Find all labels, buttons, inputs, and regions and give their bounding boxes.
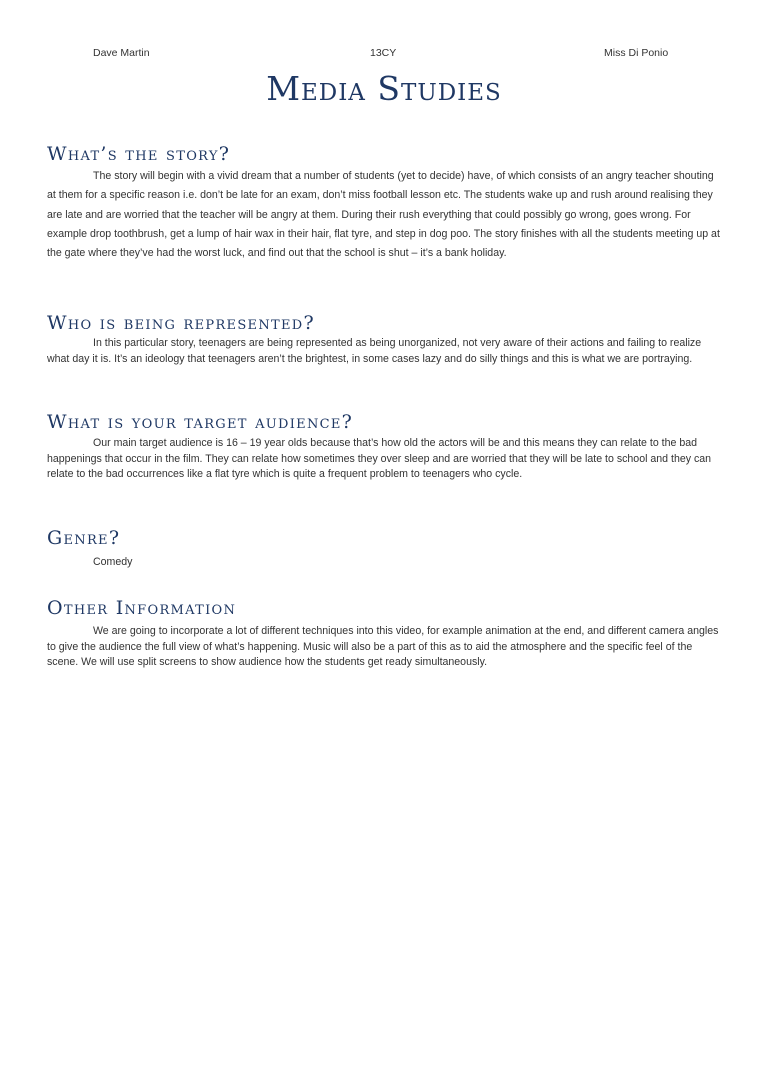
section-heading-other-information: Other Information <box>47 597 237 619</box>
section-body-represented: In this particular story, teenagers are being represented as being unorganized, not very aware of their actions and failing to realize what day it is. It’s an ideology that teenagers aren’t the brightest, in some cases lazy and do silly things and this is what we are portraying. <box>47 337 702 365</box>
section-body-genre: Comedy <box>93 556 133 568</box>
section-body-target-audience: Our main target audience is 16 – 19 year olds because that’s how old the actors will be and this means they can relate to the bad happenings that occur in the film. They can relate how sometimes they over sleep and are worried that they will be late to school and they can relate to the bad occurrences like a flat tyre which is quite a frequent problem to teenagers who cycle. <box>47 437 712 481</box>
section-heading-genre: Genre? <box>47 527 121 549</box>
class-code: 13CY <box>370 47 397 59</box>
document-title: Media Studies <box>266 69 502 108</box>
section-body-other-information: We are going to incorporate a lot of different techniques into this video, for example animation at the end, and different camera angles to give the audience the full view of what’s happening. Music will also be a part of this as to aid the atmosphere and the specific feel of the scene. We will use split screens to show audience how the students get ready simultaneously. <box>47 625 719 669</box>
author-name: Dave Martin <box>93 47 150 59</box>
section-heading-target-audience: What is your target audience? <box>47 411 354 433</box>
teacher-name: Miss Di Ponio <box>604 47 669 59</box>
section-heading-story: What’s the story? <box>47 143 231 165</box>
section-heading-represented: Who is being represented? <box>47 312 315 334</box>
page-header <box>0 47 768 63</box>
section-body-story: The story will begin with a vivid dream that a number of students (yet to decide) have, of which consists of an angry teacher shouting at them for a specific reason i.e. don’t be late for an exam, don’t miss football lesson etc. The students wake up and rush around realising they are late and are worried that the teacher will be angry at them. During their rush everything that could possibly go wrong, goes wrong. For example drop toothbrush, get a lump of hair wax in their hair, flat tyre, and step in dog poo. The story finishes with all the students meeting up at the gate where they’ve had the worst luck, and find out that the school is shut – it’s a bank holiday. <box>47 170 720 260</box>
